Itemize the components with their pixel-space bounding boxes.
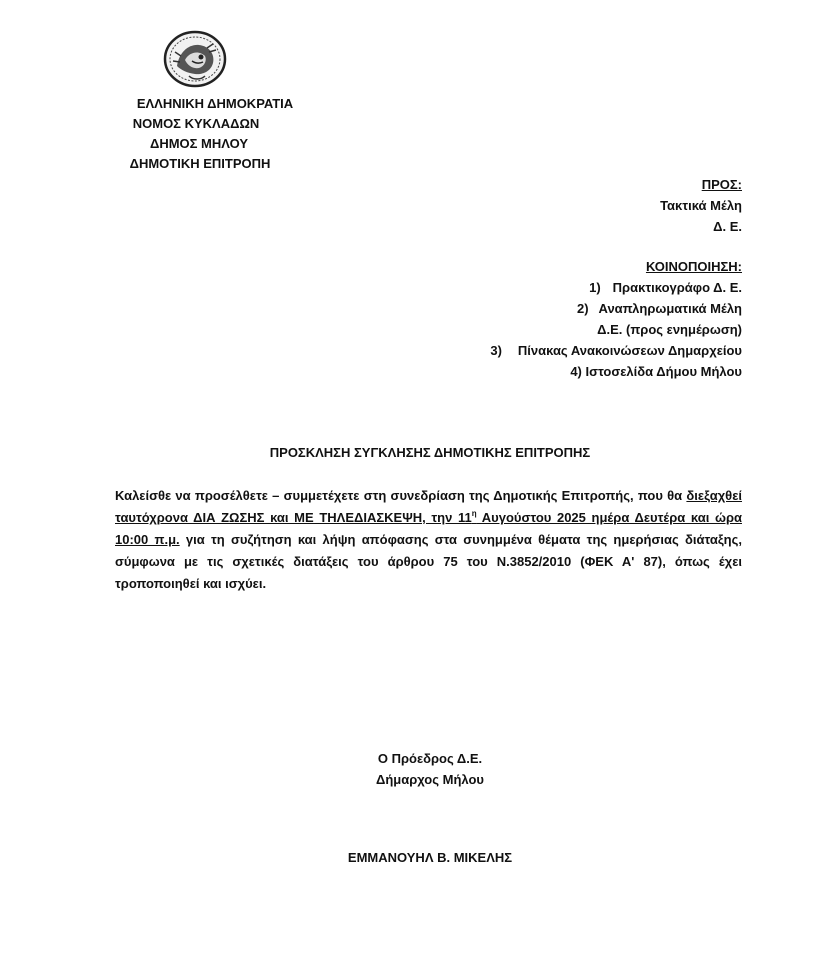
header-prefecture: ΝΟΜΟΣ ΚΥΚΛΑΔΩΝ [132,116,260,131]
notification-item [490,361,742,382]
body-meeting-date-b: Αυγούστου 2025 ημέρα Δευτέρα και ώρα 10:00 π.μ. [115,510,742,547]
notification-item-text: Δ.Ε. (προς ενημέρωση) [597,322,742,337]
notification-item-number: 1) [589,280,601,295]
notification-item-text: Αναπληρωματικά Μέλη [598,301,742,316]
header-republic: ΕΛΛΗΝΙΚΗ ΔΗΜΟΚΡΑΤΙΑ [136,96,294,111]
body-remainder: για τη συζήτηση και λήψη απόφασης στα συνημμένα θέματα της ημερήσιας διάταξης, σύμφωνα με τις σχετικές διατάξεις του άρθρου 75 του Ν.3852/2010 (ΦΕΚ Α' 87), όπως έχει τροποποιηθεί και ισχύει. [115,532,742,591]
notification-item-number: 2) [576,301,589,316]
invitation-body [115,485,742,595]
notification-item-text: Πίνακας Ανακοινώσεων Δημαρχείου [517,343,742,358]
ordinal-superscript: η [471,508,477,518]
recipients-line: Δ. Ε. [713,219,742,234]
notification-item-text: Πρακτικογράφο Δ. Ε. [612,280,742,295]
signatory-name: ΕΜΜΑΝΟΥΗΛ Β. ΜΙΚΕΛΗΣ [347,850,513,865]
signature-role: Ο Πρόεδρος Δ.Ε. [377,751,483,766]
notification-item [490,319,742,340]
recipients-block [660,174,742,237]
recipients-label: ΠΡΟΣ: [701,177,742,192]
notification-item [490,277,742,298]
document-title: ΠΡΟΣΚΛΗΣΗ ΣΥΓΚΛΗΣΗΣ ΔΗΜΟΤΙΚΗΣ ΕΠΙΤΡΟΠΗΣ [269,445,591,460]
notification-item [490,340,742,361]
notification-item [490,298,742,319]
body-meeting-date-a: διεξαχθεί ταυτόχρονα ΔΙΑ ΖΩΣΗΣ και ΜΕ ΤΗΛΕΔΙΑΣΚΕΨΗ, την 11 [115,488,742,525]
header-municipality: ΔΗΜΟΣ ΜΗΛΟΥ [149,136,249,151]
municipality-coin-logo [163,30,227,88]
body-intro: Καλείσθε να προσέλθετε – συμμετέχετε στη συνεδρίαση της Δημοτικής Επιτροπής, που θα [115,488,687,503]
notification-item-text: 4) Ιστοσελίδα Δήμου Μήλου [570,364,742,379]
notification-item-number: 3) [490,343,502,358]
notification-label: ΚΟΙΝΟΠΟΙΗΣΗ: [645,259,742,274]
issuer-header [100,94,330,174]
signature-block [0,748,824,790]
signature-title: Δήμαρχος Μήλου [376,772,484,787]
recipients-line: Τακτικά Μέλη [660,198,742,213]
header-committee: ΔΗΜΟΤΙΚΗ ΕΠΙΤΡΟΠΗ [129,156,271,171]
notification-block [490,256,742,382]
